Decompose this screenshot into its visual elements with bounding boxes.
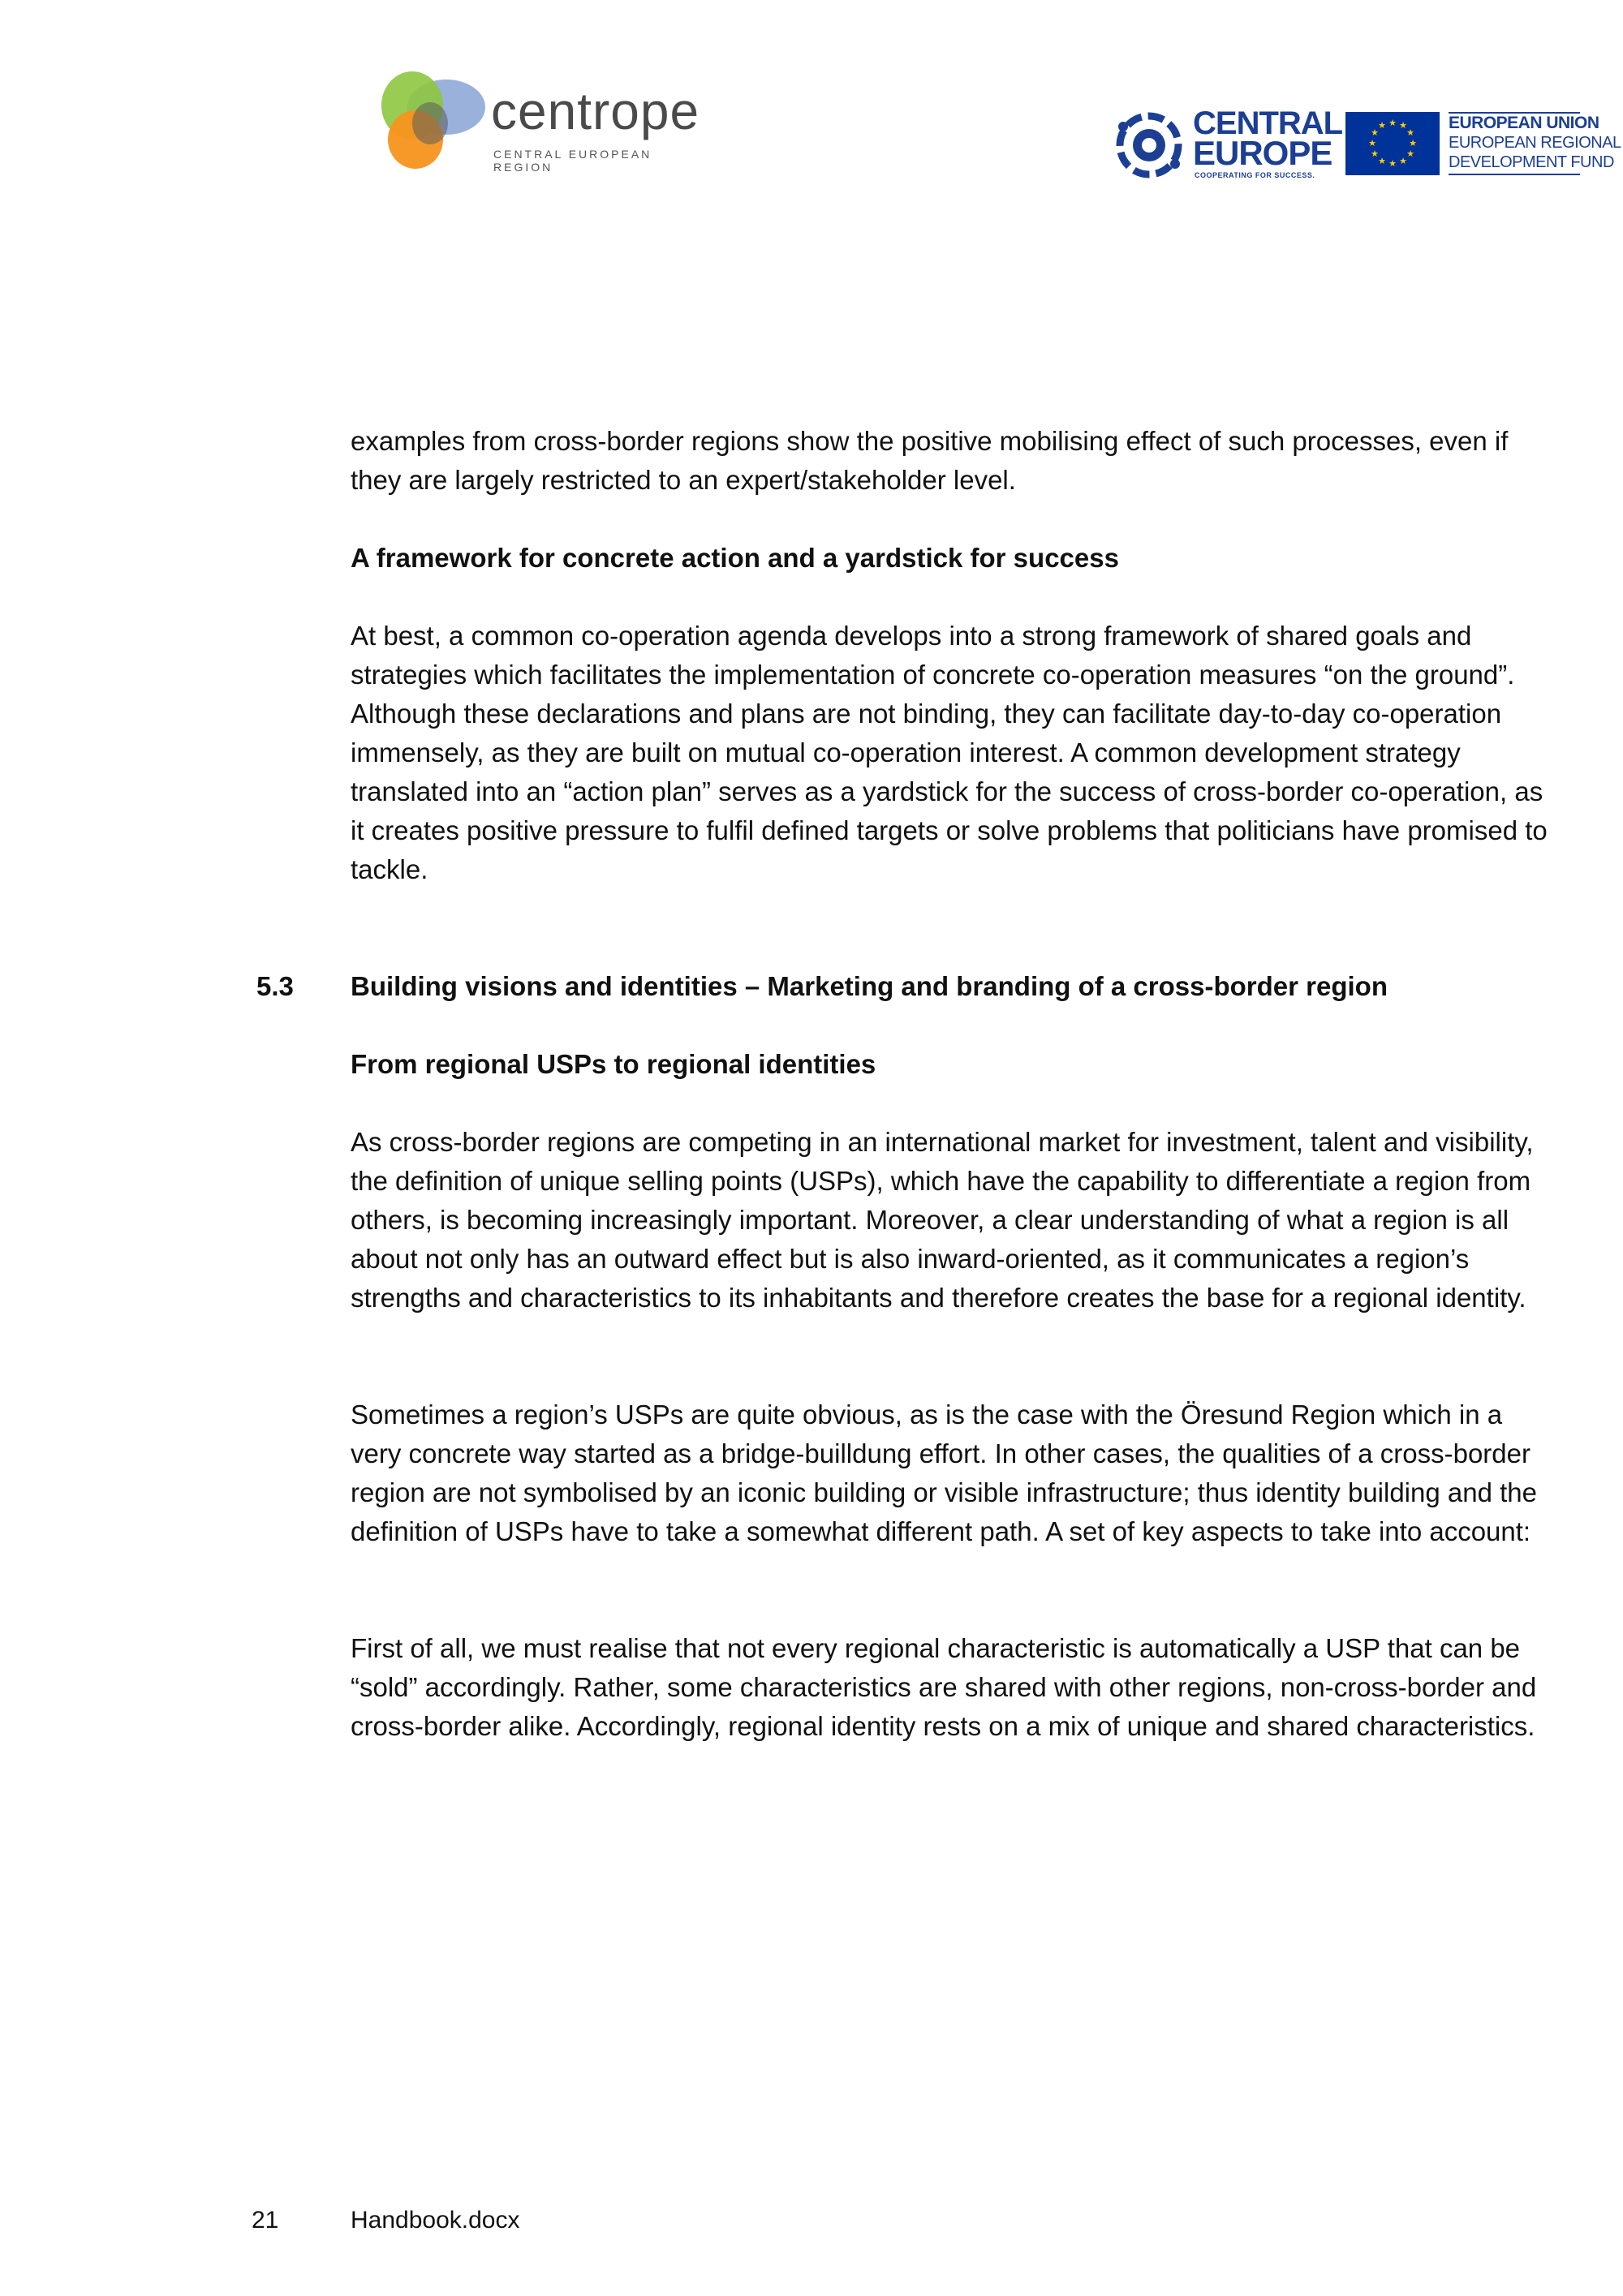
- svg-text:★: ★: [1388, 118, 1397, 128]
- svg-text:★: ★: [1378, 121, 1386, 131]
- central-europe-logo: [1112, 105, 1343, 180]
- eu-bottom-rule: [1449, 174, 1580, 175]
- section-number: 5.3: [256, 971, 294, 1001]
- svg-text:★: ★: [1371, 128, 1379, 138]
- paragraph-usps-3: First of all, we must realise that not every regional characteristic is automatically a USP that can be “sold” accordingly. Rather, some characteristics are shared with other regions, non-cross-border and cross-border alike. Accordingly, regional identity rests on a mix of unique and shared characteristics.: [351, 1633, 1537, 1741]
- centrope-tagline: CENTRAL EUROPEAN REGION: [493, 148, 652, 174]
- paragraph-framework: At best, a common co-operation agenda develops into a strong framework of shared goals and strategies which facilitates the implementation of concrete co-operation measures “on the ground”. Although these declarations and plans are not binding, they can facilitate day-to-day co-operation immensely, as they are built on mutual co-operation interest. A common development strategy translated into an “action plan” serves as a yardstick for the success of cross-border co-operation, as it creates positive pressure to fulfil defined targets or solve problems that politicians have promised to tackle.: [351, 621, 1548, 884]
- eu-line-2: EUROPEAN REGIONAL: [1449, 134, 1621, 152]
- svg-text:★: ★: [1368, 139, 1376, 148]
- svg-text:★: ★: [1399, 121, 1407, 131]
- heading-usps: From regional USPs to regional identities: [351, 1049, 876, 1079]
- page-header: [0, 0, 1623, 211]
- svg-text:★: ★: [1406, 149, 1414, 159]
- centrope-wordmark: centrope: [491, 82, 700, 140]
- eu-line-3: DEVELOPMENT FUND: [1449, 153, 1614, 171]
- svg-text:★: ★: [1388, 159, 1397, 169]
- footer-filename: Handbook.docx: [351, 2207, 520, 2234]
- paragraph-usps-1: As cross-border regions are competing in an international market for investment, talent and visibility, the definition of unique selling points (USPs), which have the capability to differentiate a region from others, is becoming increasingly important. Moreover, a clear understanding of what a region is all about not only has an outward effect but is also inward-oriented, as it communicates a region’s strengths and characteristics to its inhabitants and therefore creates the base for a regional identity.: [351, 1127, 1534, 1313]
- eu-flag-icon: [1345, 112, 1440, 175]
- globe-icon: [1112, 110, 1186, 180]
- central-europe-slogan: COOPERATING FOR SUCCESS.: [1195, 171, 1315, 179]
- centrope-mark-icon: [365, 67, 487, 180]
- centrope-logo: [365, 67, 700, 180]
- central-europe-line2: EUROPE: [1193, 134, 1332, 172]
- svg-text:★: ★: [1409, 139, 1417, 148]
- svg-text:★: ★: [1371, 149, 1379, 159]
- svg-text:★: ★: [1399, 157, 1407, 166]
- section-title: Building visions and identities – Marketing and branding of a cross-border region: [351, 971, 1388, 1001]
- page-number: 21: [252, 2207, 279, 2234]
- svg-text:★: ★: [1406, 128, 1414, 138]
- central-europe-line1: CENTRAL: [1193, 105, 1343, 141]
- eu-line-1: EUROPEAN UNION: [1449, 114, 1599, 132]
- eu-text: [1449, 114, 1621, 172]
- heading-framework: A framework for concrete action and a yardstick for success: [351, 543, 1119, 573]
- paragraph-intro: examples from cross-border regions show the positive mobilising effect of such processes, even if they are largely restricted to an expert/stakeholder level.: [351, 426, 1509, 495]
- paragraph-usps-2: Sometimes a region’s USPs are quite obvious, as is the case with the Öresund Region which in a very concrete way started as a bridge-builldung effort. In other cases, the qualities of a cross-border region are not symbolised by an iconic building or visible infrastructure; thus identity building and the definition of USPs have to take a somewhat different path. A set of key aspects to take into account:: [351, 1400, 1537, 1546]
- svg-text:★: ★: [1378, 157, 1386, 166]
